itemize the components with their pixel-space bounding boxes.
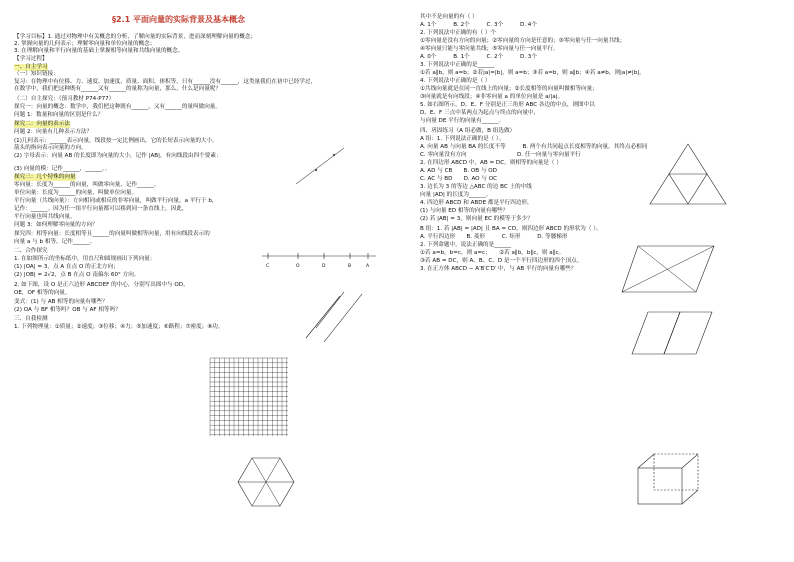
right-line: (1) 与向量 ED 相等的向量有哪些？: [420, 208, 509, 214]
right-line: ③向量就是有向线段；④非零向量 a 的单位向量是 a/|a|。: [420, 94, 564, 100]
direction-figure: [290, 142, 350, 188]
right-line: C. AC 与 BD D. AO 与 OC: [420, 176, 498, 182]
left-line: 1. 下列物理量：①质量；②速度；③位移；④力；⑤加速度；⑥路程；⑦密度；⑧功。: [14, 324, 224, 330]
left-line: 单位向量：长度为______的向量，叫做单位向量。: [14, 190, 138, 196]
numberline-figure: [258, 248, 380, 270]
left-line: (1)几何表示：______表示向量，线段按一定比例画出，它的长短表示向量的大小，: [14, 138, 218, 144]
left-line: 探究一：向量的概念：数学中，我们把这种既有______，又有______的量叫做向量。: [14, 104, 221, 110]
right-line: C. 零向量没有方向 D. 任一向量与零向量平行: [420, 152, 581, 158]
left-line: 在数学中，我们把这种既有______又有______的量称为向量，那么，什么是向量呢？: [14, 86, 221, 92]
right-line: A. 平行四边形 B. 菱形 C. 矩形 D. 等腰梯形: [420, 234, 568, 240]
right-line: (2) 若 |AB| = 3，则向量 EC 的模等于多少？: [420, 216, 533, 222]
left-line: 2. 掌握向量的几何表示；理解零向量和单位向量的概念；: [14, 41, 156, 47]
right-line: 2. 在四边形 ABCD 中，AB = DC，则相等的向量是（ ）: [420, 160, 562, 166]
right-line: ③若 AB = DC，则 A、B、C、D 是一个平行四边形的四个顶点。: [420, 258, 583, 264]
left-line: (3) 向量的模：记作______，______，。: [14, 166, 111, 172]
right-line: ④零向量只能与零向量共线；⑤零向量与任一向量平行。: [420, 46, 559, 52]
left-line: （二）自主探究：（预习教材 P74-P77）: [14, 96, 115, 102]
left-line: 问题 2：向量有几种表示方法？: [14, 129, 93, 135]
numberline-label: A: [366, 264, 370, 269]
right-line: 与向量 DE 平行的向量有______。: [420, 118, 505, 124]
left-line: 2. 如下图，设 O 是正六边形 ABCDEF 的中心，分别写出图中与 OD，: [14, 282, 189, 288]
right-line: A. 1个 B. 2个 C. 3个 D. 4个: [420, 22, 537, 28]
right-line: 5. 如右图所示，D、E、F 分别是正三角形 ABC 各边的中点，则图中以: [420, 102, 595, 108]
right-line: 其中不是向量的有（ ）: [420, 14, 478, 20]
hexagon-figure: [236, 454, 296, 510]
left-line: 箭头的指向表示向量的方向。: [14, 145, 87, 151]
grid-figure: [208, 356, 290, 438]
left-line: 3. 在理解向量和平行向量的基础上掌握相等向量和共线向量的概念。: [14, 48, 184, 54]
left-line: 二、合作探究: [14, 248, 48, 254]
right-line: ①若 a∥b，则 a=b；②若|a|=|b|，则 a=b；③若 a=b，则 a∥b；④若 a≠b，则|a|≠|b|。: [420, 70, 645, 76]
left-line: 问题 1：数量和向量的区别是什么？: [14, 112, 104, 118]
right-line: 2. 下列说法中正确的有（ ）个: [420, 30, 497, 36]
right-line: 3. 边长为 3 的等边 △ABC 的边 BC 上的中线: [420, 184, 532, 190]
left-line: (2) OA 与 BF 相等吗？OB 与 AF 相等吗？: [14, 307, 121, 313]
numberline-label: D: [322, 264, 326, 269]
left-line: 【学习过程】: [14, 56, 48, 62]
two-parallelograms-figure: [626, 306, 718, 360]
right-line: 四、巩固练习（A 组必做，B 组选做）: [420, 128, 516, 134]
left-line: (2) |OB| = 2√2，点 B 在点 O 南偏东 60° 方向。: [14, 272, 140, 278]
right-line: 3. 下列说法中正确的是______: [420, 62, 495, 68]
right-line: D、E、F 三点中某两点为起点与终点的向量中，: [420, 110, 540, 116]
left-line: 复习：在物理中有位移、力、速度、加速度、质量、面积、体积等，只有______没有______，这类量我们在初中已经学过，: [14, 79, 317, 85]
left-line: （一）知识链接：: [14, 71, 59, 77]
right-line: A. 向量 AB 与向量 BA 的长度不等 B. 两个有共同起点长度相等的向量，其终点必相同: [420, 144, 648, 150]
left-line: 探究四：相等向量：长度相等且______的向量叫做相等向量，用有向线段表示的: [14, 231, 210, 237]
left-line: 变式：(1) 与 AB 相等的向量有哪些？: [14, 299, 108, 305]
numberline-label: C: [266, 264, 270, 269]
right-line: B 组：1. 若 |AB| = |AD| 且 BA = CD，则四边形 ABCD 的形状为（ ）。: [420, 226, 602, 232]
left-line: 问题 3：如何理解零向量的方向？: [14, 222, 98, 228]
right-line: A. AD 与 CB B. OB 与 OD: [420, 168, 497, 174]
numberline-label: B: [348, 264, 352, 269]
left-line: 零向量：长度为______的向量，叫做零向量，记作______。: [14, 182, 160, 188]
left-line: 探究三：几个特殊的向量: [14, 174, 76, 180]
right-line: 3. 在正方体 ABCD − A′B′C′D′ 中，与 AB 平行的向量有哪些？: [420, 266, 577, 272]
left-line: 探究二：向量的表示法: [14, 121, 70, 127]
left-line: 平行向量也叫共线向量。: [14, 214, 76, 220]
parallelogram-figure: [618, 240, 720, 298]
right-line: A 组：1. 下列说法正确的是（ ）。: [420, 136, 505, 142]
triangle-figure: [646, 140, 730, 210]
right-line: ①零向量是没有方向的向量；②零向量的方向是任意的；③零向量与任一向量共线；: [420, 38, 626, 44]
right-line: A. 0个 B. 1个 C. 2个 D. 3个: [420, 54, 537, 60]
left-line: 记作：______。因为任一组平行向量都可以移到同一条直线上，因此，: [14, 206, 188, 212]
left-line: 向量 a 与 b 相等，记作______。: [14, 239, 96, 245]
left-line: 【学习目标】1. 通过对物理中有关概念的分析，了解向量的实际背景，进而深刻理解向量的概念；: [14, 34, 257, 40]
right-line: 向量 |AD| 的长度为______。: [420, 192, 492, 198]
right-line: 2. 下列命题中，说法正确的是______: [420, 242, 512, 248]
left-line: 平行向量（共线向量）：方向相同或相反的非零向量，叫做平行向量，a 平行于 b，: [14, 198, 218, 204]
right-line: 4. 下列说法中正确的是（ ）: [420, 78, 491, 84]
right-line: ①若 a=b，b=c，则 a=c； ②若 a∥b，b∥c，则 a∥c。: [420, 250, 565, 256]
left-line: (1) |OA| = 3，点 A 在点 O 的正北方向；: [14, 264, 119, 270]
right-line: 4. 四边形 ABCD 和 ABDE 都是平行四边形，: [420, 200, 533, 206]
right-column: [400, 0, 794, 562]
numberline-label: O: [296, 264, 300, 269]
left-line: 三、自我检测: [14, 316, 48, 322]
left-line: (2) 字母表示：向量 AB 的长度即为向量的大小，记作 |AB|，有向线段由四个要素：: [14, 153, 222, 159]
left-line: 1. 在如图所示的坐标纸中，用直尺和圆规画出下列向量：: [14, 256, 156, 262]
parallel-vectors-figure: [300, 288, 370, 344]
left-line: 一、自主学习: [14, 64, 48, 70]
page-title: §2.1 平面向量的实际背景及基本概念: [112, 15, 245, 24]
left-line: OE，OF 相等的向量。: [14, 290, 71, 296]
right-line: ①共线向量就是在同一直线上的向量；②长度相等的向量叫做相等向量；: [420, 86, 598, 92]
cube-figure: [632, 450, 704, 508]
